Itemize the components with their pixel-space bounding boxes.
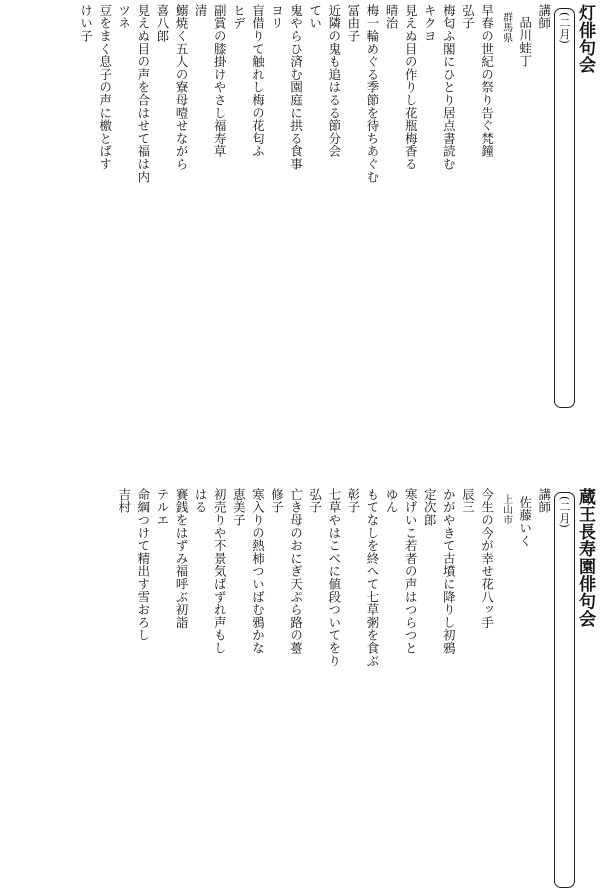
- haiku-text: かがやきて古墳に降りし初鴉: [441, 488, 457, 655]
- haiku-author: 吉村: [116, 488, 132, 514]
- haiku-text: 梅匂ふ閣にひとり居点書読む: [441, 4, 457, 171]
- section-hai-tomo: [76, 4, 594, 408]
- haiku-text: 命綱つけて精出す雪おろし: [135, 488, 151, 642]
- haiku-row: [344, 4, 382, 408]
- haiku-text: 初売りや不景気ばずれ声もし: [212, 488, 228, 655]
- teacher-line: [497, 488, 554, 888]
- haiku-author: 彰子: [345, 488, 361, 514]
- haiku-row: [382, 488, 420, 888]
- location: 上山市: [500, 494, 512, 526]
- haiku-row: [306, 488, 344, 888]
- haiku-row: [191, 488, 229, 888]
- haiku-text: 近隣の鬼も追はるる節分会: [326, 4, 342, 158]
- haiku-author: 恵美子: [231, 488, 247, 527]
- haiku-text: 寒入りの熱柿ついばむ鴉かな: [250, 488, 266, 655]
- month-badge: (二月): [554, 8, 575, 408]
- haiku-author: 晴治: [384, 4, 400, 30]
- haiku-row: [153, 4, 191, 408]
- haiku-author: はる: [193, 488, 209, 514]
- haiku-text: 今生の今が幸せ花八ッ手: [479, 488, 495, 629]
- haiku-row: [76, 4, 114, 408]
- haiku-row: [458, 4, 496, 408]
- haiku-text: 賽銭をはずみ福呼ぶ初詣: [174, 488, 190, 629]
- teacher-name: 佐藤いく: [517, 496, 533, 548]
- haiku-text: 鰯焼く五人の寮母噎せながら: [174, 4, 190, 171]
- haiku-row: [382, 4, 420, 408]
- haiku-author: てい: [307, 4, 323, 30]
- section-header: [554, 4, 594, 408]
- haiku-row: [229, 4, 267, 408]
- location: 群馬県: [500, 12, 512, 44]
- haiku-row: [420, 488, 458, 888]
- haiku-text: 寒げいこ若者の声はつらつと: [403, 488, 419, 655]
- haiku-text: もてなしを終へて七草粥を食ぶ: [364, 488, 380, 668]
- section-title: 灯俳句会: [575, 4, 595, 74]
- haiku-text: 豆をまく息子の声に檄とばす: [97, 4, 113, 171]
- haiku-text: 副賞の膝掛けやさし福寿草: [212, 4, 228, 158]
- haiku-author: ゆん: [384, 488, 400, 514]
- haiku-text: 見えぬ目の声を合はせて福は内: [135, 4, 151, 184]
- haiku-author: ヒデ: [231, 4, 247, 30]
- haiku-author: ツネ: [116, 4, 132, 30]
- haiku-author: 辰三: [460, 488, 476, 514]
- haiku-row: [191, 4, 229, 408]
- haiku-author: ヨリ: [269, 4, 285, 30]
- haiku-text: 見えぬ目の作りし花瓶梅香る: [403, 4, 419, 171]
- section-title: 蔵王長寿園俳句会: [575, 488, 595, 628]
- haiku-author: 清: [193, 4, 209, 17]
- haiku-row: [153, 488, 191, 888]
- haiku-author: 定次郎: [422, 488, 438, 527]
- haiku-author: キクヨ: [422, 4, 438, 43]
- haiku-row: [420, 4, 458, 408]
- haiku-text: 早春の世紀の祭り告ぐ梵鐘: [479, 4, 495, 158]
- haiku-text: 梅一輪めぐる季節を待ちあぐむ: [364, 4, 380, 184]
- teacher-name: 品川蛙丁: [517, 16, 533, 68]
- haiku-row: [267, 488, 305, 888]
- teacher-line: [497, 4, 554, 408]
- haiku-row: [115, 488, 153, 888]
- haiku-row: [115, 4, 153, 408]
- haiku-text: 七草やはこべに値段ついてをり: [326, 488, 342, 668]
- haiku-author: テルエ: [154, 488, 170, 527]
- haiku-author: 弘子: [307, 488, 323, 514]
- haiku-row: [306, 4, 344, 408]
- section-zao: [115, 488, 594, 888]
- haiku-author: 喜八郎: [154, 4, 170, 43]
- haiku-text: 盲借りて触れし梅の花匂ふ: [250, 4, 266, 158]
- haiku-row: [229, 488, 267, 888]
- haiku-author: 修子: [269, 488, 285, 514]
- teacher-label: 講師: [536, 4, 552, 30]
- haiku-author: けい子: [78, 4, 94, 43]
- haiku-row: [267, 4, 305, 408]
- haiku-author: 弘子: [460, 4, 476, 30]
- haiku-text: 鬼やらひ済む園庭に拱る食事: [288, 4, 304, 171]
- haiku-text: 亡き母のおにぎ天ぷら路の薹: [288, 488, 304, 655]
- teacher-label: 講師: [536, 488, 552, 514]
- haiku-author: 冨由子: [345, 4, 361, 43]
- month-badge: (二月): [554, 492, 575, 888]
- haiku-row: [344, 488, 382, 888]
- haiku-row: [458, 488, 496, 888]
- section-header: [554, 488, 594, 888]
